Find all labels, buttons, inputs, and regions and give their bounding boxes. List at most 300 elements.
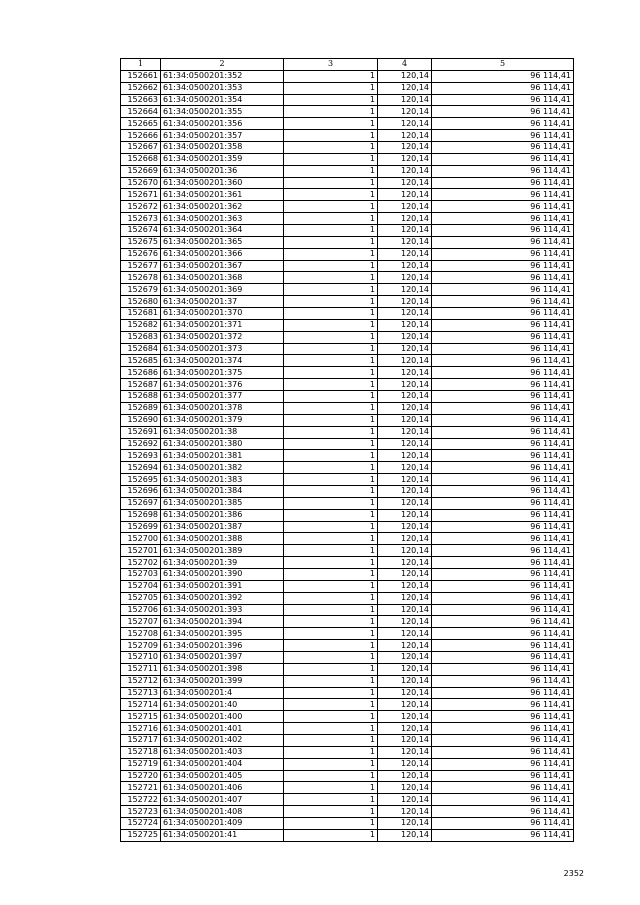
row-number-cell: 152703 <box>121 568 161 580</box>
quantity-cell: 1 <box>284 142 378 154</box>
quantity-cell: 1 <box>284 592 378 604</box>
cadastral-number-cell: 61:34:0500201:381 <box>161 450 284 462</box>
quantity-cell: 1 <box>284 545 378 557</box>
quantity-cell: 1 <box>284 533 378 545</box>
value-cell: 96 114,41 <box>432 699 574 711</box>
row-number-cell: 152700 <box>121 533 161 545</box>
value-cell: 96 114,41 <box>432 497 574 509</box>
row-number-cell: 152710 <box>121 651 161 663</box>
quantity-cell: 1 <box>284 521 378 533</box>
area-cell: 120,14 <box>378 343 432 355</box>
value-cell: 96 114,41 <box>432 640 574 652</box>
row-number-cell: 152698 <box>121 509 161 521</box>
table-row <box>121 758 574 770</box>
table-row <box>121 308 574 320</box>
quantity-cell: 1 <box>284 663 378 675</box>
row-number-cell: 152725 <box>121 829 161 841</box>
area-cell: 120,14 <box>378 106 432 118</box>
area-cell: 120,14 <box>378 651 432 663</box>
cadastral-number-cell: 61:34:0500201:399 <box>161 675 284 687</box>
value-cell: 96 114,41 <box>432 284 574 296</box>
quantity-cell: 1 <box>284 272 378 284</box>
value-cell: 96 114,41 <box>432 379 574 391</box>
value-cell: 96 114,41 <box>432 770 574 782</box>
cadastral-number-cell: 61:34:0500201:365 <box>161 236 284 248</box>
cadastral-number-cell: 61:34:0500201:368 <box>161 272 284 284</box>
area-cell: 120,14 <box>378 402 432 414</box>
cadastral-number-cell: 61:34:0500201:357 <box>161 130 284 142</box>
quantity-cell: 1 <box>284 628 378 640</box>
table-row <box>121 474 574 486</box>
table-row <box>121 130 574 142</box>
cadastral-number-cell: 61:34:0500201:39 <box>161 557 284 569</box>
area-cell: 120,14 <box>378 770 432 782</box>
row-number-cell: 152715 <box>121 711 161 723</box>
table-row <box>121 177 574 189</box>
cadastral-number-cell: 61:34:0500201:400 <box>161 711 284 723</box>
cadastral-number-cell: 61:34:0500201:356 <box>161 118 284 130</box>
table-row <box>121 236 574 248</box>
table-row <box>121 367 574 379</box>
value-cell: 96 114,41 <box>432 474 574 486</box>
row-number-cell: 152678 <box>121 272 161 284</box>
table-row <box>121 580 574 592</box>
table-row <box>121 485 574 497</box>
area-cell: 120,14 <box>378 70 432 82</box>
value-cell: 96 114,41 <box>432 189 574 201</box>
cadastral-number-cell: 61:34:0500201:405 <box>161 770 284 782</box>
area-cell: 120,14 <box>378 462 432 474</box>
cadastral-number-cell: 61:34:0500201:374 <box>161 355 284 367</box>
row-number-cell: 152709 <box>121 640 161 652</box>
table-row <box>121 343 574 355</box>
area-cell: 120,14 <box>378 355 432 367</box>
cadastral-number-cell: 61:34:0500201:403 <box>161 746 284 758</box>
row-number-cell: 152690 <box>121 414 161 426</box>
table-row <box>121 675 574 687</box>
area-cell: 120,14 <box>378 236 432 248</box>
row-number-cell: 152696 <box>121 485 161 497</box>
area-cell: 120,14 <box>378 568 432 580</box>
area-cell: 120,14 <box>378 284 432 296</box>
table-row <box>121 651 574 663</box>
area-cell: 120,14 <box>378 130 432 142</box>
value-cell: 96 114,41 <box>432 70 574 82</box>
quantity-cell: 1 <box>284 758 378 770</box>
area-cell: 120,14 <box>378 497 432 509</box>
table-row <box>121 391 574 403</box>
row-number-cell: 152675 <box>121 236 161 248</box>
quantity-cell: 1 <box>284 426 378 438</box>
row-number-cell: 152668 <box>121 153 161 165</box>
value-cell: 96 114,41 <box>432 746 574 758</box>
table-row <box>121 521 574 533</box>
cadastral-number-cell: 61:34:0500201:358 <box>161 142 284 154</box>
value-cell: 96 114,41 <box>432 367 574 379</box>
row-number-cell: 152717 <box>121 734 161 746</box>
row-number-cell: 152699 <box>121 521 161 533</box>
table-row <box>121 355 574 367</box>
quantity-cell: 1 <box>284 201 378 213</box>
row-number-cell: 152676 <box>121 248 161 260</box>
value-cell: 96 114,41 <box>432 118 574 130</box>
quantity-cell: 1 <box>284 557 378 569</box>
table-row <box>121 438 574 450</box>
cadastral-number-cell: 61:34:0500201:364 <box>161 225 284 237</box>
value-cell: 96 114,41 <box>432 319 574 331</box>
table-row <box>121 82 574 94</box>
quantity-cell: 1 <box>284 474 378 486</box>
quantity-cell: 1 <box>284 82 378 94</box>
quantity-cell: 1 <box>284 236 378 248</box>
area-cell: 120,14 <box>378 213 432 225</box>
row-number-cell: 152695 <box>121 474 161 486</box>
row-number-cell: 152666 <box>121 130 161 142</box>
area-cell: 120,14 <box>378 723 432 735</box>
cadastral-number-cell: 61:34:0500201:393 <box>161 604 284 616</box>
column-header-2: 2 <box>161 59 284 71</box>
row-number-cell: 152689 <box>121 402 161 414</box>
row-number-cell: 152704 <box>121 580 161 592</box>
value-cell: 96 114,41 <box>432 272 574 284</box>
area-cell: 120,14 <box>378 758 432 770</box>
table-row <box>121 213 574 225</box>
quantity-cell: 1 <box>284 70 378 82</box>
value-cell: 96 114,41 <box>432 438 574 450</box>
value-cell: 96 114,41 <box>432 711 574 723</box>
quantity-cell: 1 <box>284 723 378 735</box>
cadastral-number-cell: 61:34:0500201:395 <box>161 628 284 640</box>
column-header-5: 5 <box>432 59 574 71</box>
row-number-cell: 152669 <box>121 165 161 177</box>
area-cell: 120,14 <box>378 628 432 640</box>
row-number-cell: 152722 <box>121 794 161 806</box>
area-cell: 120,14 <box>378 782 432 794</box>
table-row <box>121 806 574 818</box>
value-cell: 96 114,41 <box>432 225 574 237</box>
cadastral-number-cell: 61:34:0500201:371 <box>161 319 284 331</box>
value-cell: 96 114,41 <box>432 355 574 367</box>
quantity-cell: 1 <box>284 308 378 320</box>
row-number-cell: 152719 <box>121 758 161 770</box>
cadastral-number-cell: 61:34:0500201:37 <box>161 296 284 308</box>
quantity-cell: 1 <box>284 414 378 426</box>
quantity-cell: 1 <box>284 379 378 391</box>
quantity-cell: 1 <box>284 675 378 687</box>
table-row <box>121 462 574 474</box>
quantity-cell: 1 <box>284 485 378 497</box>
quantity-cell: 1 <box>284 391 378 403</box>
cadastral-number-cell: 61:34:0500201:385 <box>161 497 284 509</box>
area-cell: 120,14 <box>378 806 432 818</box>
quantity-cell: 1 <box>284 177 378 189</box>
cadastral-number-cell: 61:34:0500201:407 <box>161 794 284 806</box>
cadastral-number-cell: 61:34:0500201:372 <box>161 331 284 343</box>
quantity-cell: 1 <box>284 616 378 628</box>
row-number-cell: 152662 <box>121 82 161 94</box>
quantity-cell: 1 <box>284 746 378 758</box>
row-number-cell: 152694 <box>121 462 161 474</box>
value-cell: 96 114,41 <box>432 818 574 830</box>
row-number-cell: 152707 <box>121 616 161 628</box>
cadastral-number-cell: 61:34:0500201:409 <box>161 818 284 830</box>
quantity-cell: 1 <box>284 343 378 355</box>
value-cell: 96 114,41 <box>432 687 574 699</box>
quantity-cell: 1 <box>284 284 378 296</box>
table-row <box>121 616 574 628</box>
value-cell: 96 114,41 <box>432 130 574 142</box>
cadastral-number-cell: 61:34:0500201:396 <box>161 640 284 652</box>
quantity-cell: 1 <box>284 782 378 794</box>
table-row <box>121 272 574 284</box>
table-row <box>121 604 574 616</box>
table-row <box>121 699 574 711</box>
quantity-cell: 1 <box>284 699 378 711</box>
area-cell: 120,14 <box>378 509 432 521</box>
table-row <box>121 628 574 640</box>
quantity-cell: 1 <box>284 806 378 818</box>
cadastral-number-cell: 61:34:0500201:36 <box>161 165 284 177</box>
row-number-cell: 152664 <box>121 106 161 118</box>
cadastral-number-cell: 61:34:0500201:361 <box>161 189 284 201</box>
table-row <box>121 248 574 260</box>
cadastral-number-cell: 61:34:0500201:384 <box>161 485 284 497</box>
table-row <box>121 426 574 438</box>
value-cell: 96 114,41 <box>432 628 574 640</box>
table-row <box>121 557 574 569</box>
value-cell: 96 114,41 <box>432 758 574 770</box>
table-row <box>121 497 574 509</box>
quantity-cell: 1 <box>284 568 378 580</box>
row-number-cell: 152687 <box>121 379 161 391</box>
table-row <box>121 379 574 391</box>
table-row <box>121 734 574 746</box>
area-cell: 120,14 <box>378 746 432 758</box>
table-row <box>121 770 574 782</box>
quantity-cell: 1 <box>284 497 378 509</box>
table-row <box>121 509 574 521</box>
value-cell: 96 114,41 <box>432 604 574 616</box>
table-row <box>121 414 574 426</box>
quantity-cell: 1 <box>284 770 378 782</box>
quantity-cell: 1 <box>284 367 378 379</box>
quantity-cell: 1 <box>284 711 378 723</box>
value-cell: 96 114,41 <box>432 557 574 569</box>
value-cell: 96 114,41 <box>432 142 574 154</box>
value-cell: 96 114,41 <box>432 343 574 355</box>
cadastral-number-cell: 61:34:0500201:382 <box>161 462 284 474</box>
value-cell: 96 114,41 <box>432 794 574 806</box>
area-cell: 120,14 <box>378 177 432 189</box>
cadastral-number-cell: 61:34:0500201:367 <box>161 260 284 272</box>
row-number-cell: 152723 <box>121 806 161 818</box>
area-cell: 120,14 <box>378 118 432 130</box>
table-row <box>121 663 574 675</box>
value-cell: 96 114,41 <box>432 260 574 272</box>
value-cell: 96 114,41 <box>432 616 574 628</box>
area-cell: 120,14 <box>378 604 432 616</box>
row-number-cell: 152716 <box>121 723 161 735</box>
row-number-cell: 152705 <box>121 592 161 604</box>
quantity-cell: 1 <box>284 640 378 652</box>
cadastral-number-cell: 61:34:0500201:397 <box>161 651 284 663</box>
row-number-cell: 152674 <box>121 225 161 237</box>
cadastral-number-cell: 61:34:0500201:386 <box>161 509 284 521</box>
table-row <box>121 142 574 154</box>
cadastral-number-cell: 61:34:0500201:354 <box>161 94 284 106</box>
column-header-4: 4 <box>378 59 432 71</box>
cadastral-number-cell: 61:34:0500201:378 <box>161 402 284 414</box>
row-number-cell: 152672 <box>121 201 161 213</box>
row-number-cell: 152679 <box>121 284 161 296</box>
table-row <box>121 711 574 723</box>
quantity-cell: 1 <box>284 355 378 367</box>
area-cell: 120,14 <box>378 521 432 533</box>
area-cell: 120,14 <box>378 711 432 723</box>
quantity-cell: 1 <box>284 651 378 663</box>
value-cell: 96 114,41 <box>432 201 574 213</box>
cadastral-number-cell: 61:34:0500201:370 <box>161 308 284 320</box>
area-cell: 120,14 <box>378 272 432 284</box>
cadastral-number-cell: 61:34:0500201:377 <box>161 391 284 403</box>
value-cell: 96 114,41 <box>432 165 574 177</box>
table-row <box>121 70 574 82</box>
quantity-cell: 1 <box>284 225 378 237</box>
area-cell: 120,14 <box>378 616 432 628</box>
area-cell: 120,14 <box>378 331 432 343</box>
area-cell: 120,14 <box>378 426 432 438</box>
row-number-cell: 152708 <box>121 628 161 640</box>
area-cell: 120,14 <box>378 379 432 391</box>
value-cell: 96 114,41 <box>432 829 574 841</box>
area-cell: 120,14 <box>378 663 432 675</box>
value-cell: 96 114,41 <box>432 414 574 426</box>
cadastral-number-cell: 61:34:0500201:376 <box>161 379 284 391</box>
quantity-cell: 1 <box>284 818 378 830</box>
quantity-cell: 1 <box>284 462 378 474</box>
quantity-cell: 1 <box>284 450 378 462</box>
area-cell: 120,14 <box>378 248 432 260</box>
area-cell: 120,14 <box>378 580 432 592</box>
table-row <box>121 782 574 794</box>
row-number-cell: 152665 <box>121 118 161 130</box>
cadastral-number-cell: 61:34:0500201:40 <box>161 699 284 711</box>
row-number-cell: 152673 <box>121 213 161 225</box>
quantity-cell: 1 <box>284 604 378 616</box>
cadastral-number-cell: 61:34:0500201:355 <box>161 106 284 118</box>
value-cell: 96 114,41 <box>432 308 574 320</box>
row-number-cell: 152667 <box>121 142 161 154</box>
table-row <box>121 640 574 652</box>
quantity-cell: 1 <box>284 118 378 130</box>
row-number-cell: 152680 <box>121 296 161 308</box>
value-cell: 96 114,41 <box>432 545 574 557</box>
area-cell: 120,14 <box>378 201 432 213</box>
row-number-cell: 152697 <box>121 497 161 509</box>
cadastral-number-cell: 61:34:0500201:41 <box>161 829 284 841</box>
table-row <box>121 402 574 414</box>
value-cell: 96 114,41 <box>432 734 574 746</box>
quantity-cell: 1 <box>284 319 378 331</box>
quantity-cell: 1 <box>284 189 378 201</box>
row-number-cell: 152712 <box>121 675 161 687</box>
cadastral-number-cell: 61:34:0500201:380 <box>161 438 284 450</box>
header-row <box>121 59 574 71</box>
cadastral-number-cell: 61:34:0500201:390 <box>161 568 284 580</box>
table-row <box>121 545 574 557</box>
area-cell: 120,14 <box>378 675 432 687</box>
table-row <box>121 296 574 308</box>
cadastral-number-cell: 61:34:0500201:379 <box>161 414 284 426</box>
value-cell: 96 114,41 <box>432 213 574 225</box>
table-row <box>121 284 574 296</box>
value-cell: 96 114,41 <box>432 94 574 106</box>
area-cell: 120,14 <box>378 165 432 177</box>
area-cell: 120,14 <box>378 485 432 497</box>
area-cell: 120,14 <box>378 225 432 237</box>
cadastral-number-cell: 61:34:0500201:394 <box>161 616 284 628</box>
table-row <box>121 106 574 118</box>
value-cell: 96 114,41 <box>432 153 574 165</box>
quantity-cell: 1 <box>284 829 378 841</box>
value-cell: 96 114,41 <box>432 521 574 533</box>
area-cell: 120,14 <box>378 450 432 462</box>
row-number-cell: 152711 <box>121 663 161 675</box>
value-cell: 96 114,41 <box>432 651 574 663</box>
value-cell: 96 114,41 <box>432 248 574 260</box>
area-cell: 120,14 <box>378 296 432 308</box>
row-number-cell: 152688 <box>121 391 161 403</box>
cadastral-number-cell: 61:34:0500201:363 <box>161 213 284 225</box>
area-cell: 120,14 <box>378 640 432 652</box>
area-cell: 120,14 <box>378 142 432 154</box>
table-row <box>121 118 574 130</box>
value-cell: 96 114,41 <box>432 177 574 189</box>
cadastral-number-cell: 61:34:0500201:369 <box>161 284 284 296</box>
table-row <box>121 592 574 604</box>
cadastral-number-cell: 61:34:0500201:360 <box>161 177 284 189</box>
area-cell: 120,14 <box>378 533 432 545</box>
cadastral-number-cell: 61:34:0500201:389 <box>161 545 284 557</box>
cadastral-number-cell: 61:34:0500201:373 <box>161 343 284 355</box>
cadastral-number-cell: 61:34:0500201:406 <box>161 782 284 794</box>
area-cell: 120,14 <box>378 367 432 379</box>
cadastral-number-cell: 61:34:0500201:392 <box>161 592 284 604</box>
area-cell: 120,14 <box>378 391 432 403</box>
quantity-cell: 1 <box>284 248 378 260</box>
cadastral-number-cell: 61:34:0500201:398 <box>161 663 284 675</box>
row-number-cell: 152713 <box>121 687 161 699</box>
quantity-cell: 1 <box>284 106 378 118</box>
row-number-cell: 152661 <box>121 70 161 82</box>
row-number-cell: 152685 <box>121 355 161 367</box>
column-header-3: 3 <box>284 59 378 71</box>
cadastral-number-cell: 61:34:0500201:366 <box>161 248 284 260</box>
value-cell: 96 114,41 <box>432 450 574 462</box>
row-number-cell: 152683 <box>121 331 161 343</box>
value-cell: 96 114,41 <box>432 509 574 521</box>
cadastral-number-cell: 61:34:0500201:352 <box>161 70 284 82</box>
area-cell: 120,14 <box>378 699 432 711</box>
quantity-cell: 1 <box>284 438 378 450</box>
table-row <box>121 829 574 841</box>
value-cell: 96 114,41 <box>432 723 574 735</box>
value-cell: 96 114,41 <box>432 296 574 308</box>
quantity-cell: 1 <box>284 165 378 177</box>
value-cell: 96 114,41 <box>432 675 574 687</box>
value-cell: 96 114,41 <box>432 568 574 580</box>
row-number-cell: 152663 <box>121 94 161 106</box>
